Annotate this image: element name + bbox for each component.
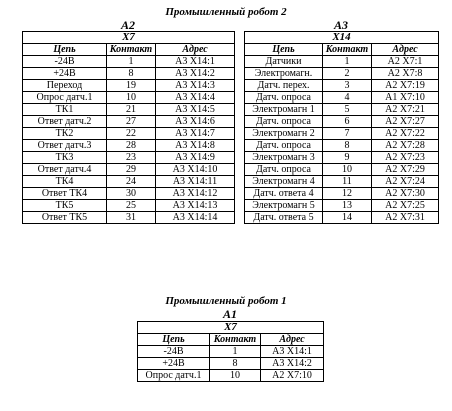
a3-cell-contact: 12 [323, 188, 372, 200]
a2-cell-chain: Ответ ТК5 [23, 212, 107, 224]
a3-cell-address: А2 Х7:22 [372, 128, 439, 140]
a2-cell-contact: 31 [107, 212, 156, 224]
a2-cell-contact: 27 [107, 116, 156, 128]
a3-cell-contact: 11 [323, 176, 372, 188]
a3-cell-contact: 6 [323, 116, 372, 128]
a3-table-row [245, 92, 439, 104]
a3-cell-address: А2 Х7:28 [372, 140, 439, 152]
a2-cell-address: А3 Х14:11 [156, 176, 235, 188]
a2-table-row [23, 128, 235, 140]
a2-table-row [23, 200, 235, 212]
a2-cell-contact: 22 [107, 128, 156, 140]
a3-table-row [245, 128, 439, 140]
a1-cell-address: А2 Х7:10 [261, 370, 324, 382]
a1-cell-address: А3 Х14:1 [261, 346, 324, 358]
a3-cell-address: А2 Х7:25 [372, 200, 439, 212]
a2-cell-address: А3 Х14:9 [156, 152, 235, 164]
a3-cell-chain: Датч. опроса [245, 116, 323, 128]
a1-header-chain: Цепь [138, 334, 210, 346]
a2-cell-address: А3 Х14:6 [156, 116, 235, 128]
a3-table-row [245, 116, 439, 128]
a2-cell-contact: 24 [107, 176, 156, 188]
a2-header-contact: Контакт [107, 44, 156, 56]
a2-cell-chain: Переход [23, 80, 107, 92]
a3-cell-chain: Электромагн 2 [245, 128, 323, 140]
a3-cell-contact: 4 [323, 92, 372, 104]
a2-table-row [23, 92, 235, 104]
a2-table-row [23, 140, 235, 152]
a3-cell-address: А2 Х7:8 [372, 68, 439, 80]
a3-cell-address: А2 Х7:24 [372, 176, 439, 188]
a3-connector: Х14 [245, 32, 439, 44]
a1-cell-contact: 10 [210, 370, 261, 382]
a3-table-row [245, 164, 439, 176]
a2-cell-chain: ТК2 [23, 128, 107, 140]
a3-cell-chain: Датч. опроса [245, 164, 323, 176]
a2-cell-address: А3 Х14:2 [156, 68, 235, 80]
a2-table-row [23, 116, 235, 128]
a2-cell-chain: Ответ датч.3 [23, 140, 107, 152]
a3-cell-contact: 3 [323, 80, 372, 92]
a2-cell-chain: ТК5 [23, 200, 107, 212]
a3-cell-address: А2 Х7:27 [372, 116, 439, 128]
a2-label: А2 [120, 18, 135, 32]
a2-cell-contact: 23 [107, 152, 156, 164]
a2-connector: Х7 [23, 32, 235, 44]
a1-header-contact: Контакт [210, 334, 261, 346]
a3-table-row [245, 212, 439, 224]
a3-table-row [245, 104, 439, 116]
a3-cell-address: А2 Х7:29 [372, 164, 439, 176]
a3-cell-address: А2 Х7:31 [372, 212, 439, 224]
a3-cell-contact: 1 [323, 56, 372, 68]
a2-cell-address: А3 Х14:8 [156, 140, 235, 152]
a1-connector: Х7 [138, 322, 324, 334]
a2-cell-address: А3 Х14:14 [156, 212, 235, 224]
a3-table-row [245, 68, 439, 80]
a2-header-address: Адрес [156, 44, 235, 56]
a3-table-row [245, 140, 439, 152]
a1-cell-chain: +24В [138, 358, 210, 370]
a1-table [137, 321, 324, 382]
a2-table-row [23, 188, 235, 200]
a3-cell-chain: Электромагн 5 [245, 200, 323, 212]
a2-table-row [23, 104, 235, 116]
a3-cell-chain: Электромагн 4 [245, 176, 323, 188]
a3-cell-contact: 9 [323, 152, 372, 164]
a3-cell-chain: Электромагн 3 [245, 152, 323, 164]
robot2-title: Промышленный робот 2 [165, 6, 287, 18]
a2-cell-chain: -24В [23, 56, 107, 68]
a2-table-row [23, 56, 235, 68]
a3-cell-address: А2 Х7:19 [372, 80, 439, 92]
a3-table-row [245, 200, 439, 212]
a2-cell-contact: 25 [107, 200, 156, 212]
a3-cell-address: А2 Х7:1 [372, 56, 439, 68]
a2-cell-chain: Опрос датч.1 [23, 92, 107, 104]
a3-header-contact: Контакт [323, 44, 372, 56]
a2-cell-address: А3 Х14:3 [156, 80, 235, 92]
a2-table-row [23, 68, 235, 80]
a3-cell-contact: 13 [323, 200, 372, 212]
a2-table-row [23, 176, 235, 188]
a2-header-chain: Цепь [23, 44, 107, 56]
a1-table-row [138, 358, 324, 370]
a3-cell-chain: Датч. ответа 5 [245, 212, 323, 224]
a1-cell-chain: Опрос датч.1 [138, 370, 210, 382]
a3-cell-address: А2 Х7:21 [372, 104, 439, 116]
a3-cell-contact: 7 [323, 128, 372, 140]
a3-label: А3 [333, 18, 348, 32]
a2-cell-address: А3 Х14:10 [156, 164, 235, 176]
a2-cell-chain: Ответ датч.4 [23, 164, 107, 176]
a2-cell-contact: 21 [107, 104, 156, 116]
a1-table-row [138, 346, 324, 358]
a2-cell-chain: Ответ ТК4 [23, 188, 107, 200]
a2-cell-contact: 28 [107, 140, 156, 152]
a1-label: А1 [222, 307, 237, 321]
a2-cell-contact: 8 [107, 68, 156, 80]
a2-cell-address: А3 Х14:7 [156, 128, 235, 140]
a3-cell-contact: 14 [323, 212, 372, 224]
a2-table-row [23, 212, 235, 224]
a3-cell-contact: 5 [323, 104, 372, 116]
a2-table-row [23, 152, 235, 164]
a3-cell-contact: 10 [323, 164, 372, 176]
a2-cell-chain: +24В [23, 68, 107, 80]
a2-cell-chain: ТК3 [23, 152, 107, 164]
a2-cell-address: А3 Х14:4 [156, 92, 235, 104]
a1-table-row [138, 370, 324, 382]
a2-cell-chain: ТК4 [23, 176, 107, 188]
a3-table-row [245, 80, 439, 92]
a3-header-chain: Цепь [245, 44, 323, 56]
a2-cell-contact: 1 [107, 56, 156, 68]
a1-cell-contact: 8 [210, 358, 261, 370]
a3-table-row [245, 152, 439, 164]
a3-cell-chain: Датч. перех. [245, 80, 323, 92]
a2-cell-chain: Ответ датч.2 [23, 116, 107, 128]
a2-cell-chain: ТК1 [23, 104, 107, 116]
a2-table-row [23, 80, 235, 92]
a3-cell-chain: Датчики [245, 56, 323, 68]
a2-cell-address: А3 Х14:5 [156, 104, 235, 116]
a3-table-row [245, 176, 439, 188]
robot1-title: Промышленный робот 1 [165, 295, 287, 307]
a2-cell-address: А3 Х14:1 [156, 56, 235, 68]
a3-cell-address: А1 Х7:10 [372, 92, 439, 104]
a1-header-address: Адрес [261, 334, 324, 346]
a1-cell-contact: 1 [210, 346, 261, 358]
a3-cell-chain: Датч. ответа 4 [245, 188, 323, 200]
a2-cell-address: А3 Х14:12 [156, 188, 235, 200]
a3-table-row [245, 188, 439, 200]
a2-table [22, 31, 235, 224]
a3-cell-address: А2 Х7:30 [372, 188, 439, 200]
a2-cell-contact: 30 [107, 188, 156, 200]
a3-cell-contact: 8 [323, 140, 372, 152]
a3-cell-contact: 2 [323, 68, 372, 80]
a1-cell-chain: -24В [138, 346, 210, 358]
a3-cell-chain: Электромагн. [245, 68, 323, 80]
a3-cell-chain: Электромагн 1 [245, 104, 323, 116]
a1-cell-address: А3 Х14:2 [261, 358, 324, 370]
a2-cell-contact: 19 [107, 80, 156, 92]
a3-table-row [245, 56, 439, 68]
a2-cell-contact: 29 [107, 164, 156, 176]
a3-header-address: Адрес [372, 44, 439, 56]
a2-cell-address: А3 Х14:13 [156, 200, 235, 212]
a2-cell-contact: 10 [107, 92, 156, 104]
a3-cell-chain: Датч. опроса [245, 140, 323, 152]
a2-table-row [23, 164, 235, 176]
a3-cell-chain: Датч. опроса [245, 92, 323, 104]
a3-cell-address: А2 Х7:23 [372, 152, 439, 164]
a3-table [244, 31, 439, 224]
